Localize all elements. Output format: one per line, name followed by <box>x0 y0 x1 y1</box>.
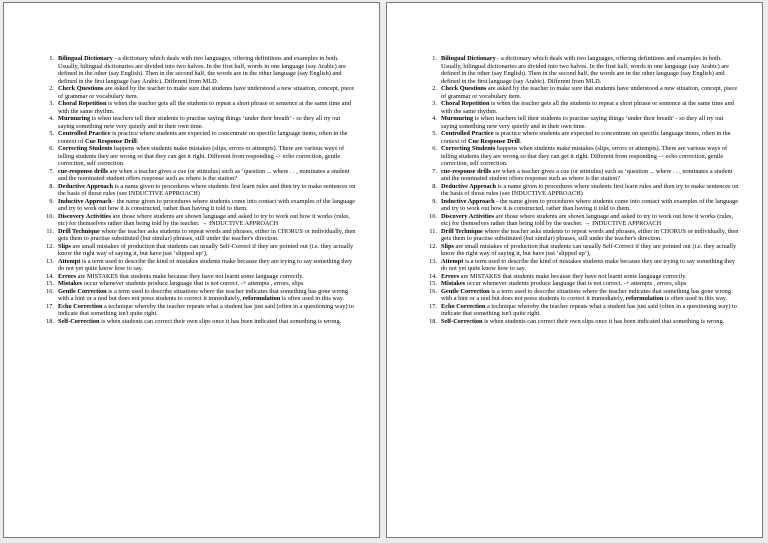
glossary-definition: are those where students are shown language and asked to try to work out how it works (rules, etc) for themselves rather than being told by the teacher. → INDUCTIVE APPROACH <box>441 212 734 227</box>
glossary-definition: is when students can correct their own slips once it has been indicated that something is wrong. <box>482 317 725 325</box>
item-number: 10. <box>46 212 54 220</box>
glossary-term: Drill Technique <box>58 227 100 235</box>
glossary-definition: where the teacher asks students to repeat words and phrases, either in CHORUS or individually, then gets them to practise substituted (but similar) phrases, still under the teacher's direction. <box>441 227 739 242</box>
glossary-item <box>419 303 741 318</box>
item-number: 4. <box>432 115 437 122</box>
glossary-term: Deductive Approach <box>58 182 113 190</box>
glossary-term: Attempt <box>441 257 464 265</box>
glossary-item <box>36 280 358 288</box>
document-page-right <box>386 2 763 538</box>
glossary-definition: are when a teacher gives a cue (or stimulus) such as ‘question ... where . . , nominates a student and the nominated student offers response such as where is the station? <box>441 167 733 182</box>
glossary-definition: is when teachers tell their students to practise saying things ‘under their breath’ - so they all try out saying something new very quietly and in their own time. <box>58 115 341 130</box>
glossary-item <box>36 145 358 168</box>
glossary-inline-term: reformulation <box>625 295 664 302</box>
glossary-definition: is a term used to describe the kind of mistakes students make because they are trying to say something they do not yet quite know how to say. <box>58 257 353 272</box>
page-content <box>419 55 741 325</box>
glossary-definition-end: is often used in this way. <box>280 295 345 302</box>
glossary-definition-end: . <box>519 137 522 145</box>
glossary-definition: is a name given to procedures where students first learn rules and then try to make sentences on the basis of those rules (see INDUCTIVE APPROACH) <box>58 182 356 197</box>
glossary-definition: is a term used to describe situations where the teacher indicates that something has gone wrong with a hint or a nod but does not press students to correct it immediately, <box>58 287 348 302</box>
item-number: 9. <box>432 197 437 205</box>
glossary-definition: where the teacher asks students to repeat words and phrases, either in CHORUS or individually, then gets them to practise substituted (but similar) phrases, still under the teacher's direction. <box>58 227 356 242</box>
item-number: 7. <box>432 167 437 175</box>
item-number: 17. <box>429 302 437 310</box>
glossary-item <box>36 183 358 198</box>
glossary-definition-end: . <box>136 137 139 145</box>
glossary-term: Controlled Practice <box>58 130 111 137</box>
glossary-term: Bilingual Dictionary <box>58 55 113 62</box>
item-number: 5. <box>49 130 54 137</box>
item-number: 18. <box>46 317 54 325</box>
glossary-definition: are small mistakes of production that students can usually Self-Correct if they are pointed out (i.e. they actually know the right way of saying it, but have just ‘slipped up’), <box>58 242 354 257</box>
glossary-definition: are MISTAKES that students make because they have not learnt some language correctly. <box>76 272 304 280</box>
glossary-term: Check Questions <box>441 85 487 92</box>
item-number: 2. <box>432 85 437 92</box>
glossary-term: Errors <box>441 272 460 280</box>
glossary-item <box>36 288 358 303</box>
item-number: 2. <box>49 85 54 92</box>
glossary-definition: - a dictionary which deals with two languages, offering definitions and examples in both. Usually, bilingual dictionaries are divided into two halves. In the first half, words in one language (say Arabic) are defined in the other (say English). Then in the second half, the words are in the other language (say English) and defined in the first language (say Arabic). Different from MLD. <box>441 55 729 85</box>
glossary-item <box>419 100 741 115</box>
glossary-term: Inductive Approach <box>58 197 112 205</box>
glossary-item <box>36 130 358 145</box>
glossary-term: Slips <box>441 242 454 250</box>
glossary-item <box>36 213 358 228</box>
item-number: 7. <box>49 167 54 175</box>
item-number: 13. <box>46 257 54 265</box>
glossary-term: Gentle Correction <box>441 287 490 295</box>
glossary-term: Correcting Students <box>58 145 113 152</box>
glossary-item <box>419 273 741 281</box>
glossary-definition: are those where students are shown language and asked to try to work out how it works (rules, etc) for themselves rather than being told by the teacher. → INDUCTIVE APPROACH <box>58 212 351 227</box>
item-number: 3. <box>432 100 437 107</box>
glossary-definition: is a term used to describe the kind of mistakes students make because they are trying to say something they do not yet quite know how to say. <box>441 257 736 272</box>
glossary-definition: happens when students make mistakes (slips, errors or attempts). There are various ways of telling students they are wrong so that they can get it right. Different from responding -> echo correction, gentle correction, self correction. <box>58 145 345 167</box>
glossary-item <box>36 258 358 273</box>
item-number: 15. <box>46 280 54 287</box>
glossary-term: cue-response drills <box>58 167 109 175</box>
glossary-item <box>419 258 741 273</box>
item-number: 11. <box>46 227 54 235</box>
glossary-definition: is practice where students are expected to concentrate on specific language items, often in the context of <box>58 130 348 145</box>
item-number: 6. <box>49 145 54 152</box>
item-number: 1. <box>432 55 437 62</box>
glossary-term: Discovery Activities <box>441 212 494 220</box>
item-number: 12. <box>429 242 437 250</box>
glossary-definition: happens when students make mistakes (slips, errors or attempts). There are various ways of telling students they are wrong so that they can get it right. Different from responding -> echo correction, gentle correction, self correction. <box>441 145 728 167</box>
glossary-term: Errors <box>58 272 77 280</box>
glossary-term: cue-response drills <box>441 167 492 175</box>
glossary-item <box>36 168 358 183</box>
glossary-definition: - the name given to procedures where students come into contact with examples of the language and try to work out how it is constructed, rather than having it told to them. <box>58 197 356 212</box>
glossary-item <box>419 213 741 228</box>
glossary-term: Choral Repetition <box>58 100 107 107</box>
item-number: 9. <box>49 197 54 205</box>
glossary-term: Self-Correction <box>441 317 483 325</box>
glossary-list <box>419 55 741 325</box>
glossary-term: Murmuring <box>58 115 91 122</box>
glossary-term: Slips <box>58 242 71 250</box>
glossary-term: Drill Technique <box>441 227 483 235</box>
document-page-left <box>3 2 380 538</box>
glossary-item <box>419 243 741 258</box>
glossary-definition: are asked by the teacher to make sure that students have understood a new situation, concept, piece of grammar or vocabulary item. <box>58 85 355 100</box>
glossary-definition: a technique whereby the teacher repeats what a student has just said (often in a questioning way) to indicate that something isn't quite right. <box>441 302 737 317</box>
glossary-item <box>36 273 358 281</box>
glossary-term: Correcting Students <box>441 145 496 152</box>
item-number: 3. <box>49 100 54 107</box>
glossary-term: Controlled Practice <box>441 130 494 137</box>
item-number: 8. <box>432 182 437 190</box>
glossary-item <box>36 243 358 258</box>
item-number: 11. <box>429 227 437 235</box>
glossary-inline-term: Cue Response Drill <box>467 137 520 145</box>
item-number: 6. <box>432 145 437 152</box>
item-number: 14. <box>46 272 54 280</box>
item-number: 16. <box>429 287 437 295</box>
glossary-item <box>36 303 358 318</box>
glossary-definition: is a name given to procedures where students first learn rules and then try to make sentences on the basis of those rules (see INDUCTIVE APPROACH) <box>441 182 739 197</box>
glossary-item <box>36 85 358 100</box>
glossary-definition-end: is often used in this way. <box>663 295 728 302</box>
item-number: 14. <box>429 272 437 280</box>
glossary-definition: are MISTAKES that students make because they have not learnt some language correctly. <box>459 272 687 280</box>
glossary-item <box>419 228 741 243</box>
glossary-item <box>36 198 358 213</box>
glossary-item <box>36 115 358 130</box>
glossary-definition: is when students can correct their own slips once it has been indicated that something is wrong. <box>99 317 342 325</box>
glossary-item <box>419 85 741 100</box>
glossary-definition: are asked by the teacher to make sure that students have understood a new situation, concept, piece of grammar or vocabulary item. <box>441 85 738 100</box>
glossary-term: Check Questions <box>58 85 104 92</box>
item-number: 17. <box>46 302 54 310</box>
glossary-term: Echo Correction <box>58 302 103 310</box>
item-number: 1. <box>49 55 54 62</box>
glossary-definition: is when the teacher gets all the students to repeat a short phrase or sentence at the same time and with the same rhythm. <box>58 100 351 115</box>
glossary-inline-term: Cue Response Drill <box>84 137 137 145</box>
glossary-definition: is when the teacher gets all the students to repeat a short phrase or sentence at the same time and with the same rhythm. <box>441 100 734 115</box>
page-content <box>36 55 358 325</box>
glossary-item <box>419 198 741 213</box>
glossary-definition: are small mistakes of production that students can usually Self-Correct if they are pointed out (i.e. they actually know the right way of saying it, but have just ‘slipped up’), <box>441 242 737 257</box>
glossary-definition: is when teachers tell their students to practise saying things ‘under their breath’ - so they all try out saying something new very quietly and in their own time. <box>441 115 724 130</box>
item-number: 8. <box>49 182 54 190</box>
glossary-item <box>36 318 358 326</box>
glossary-term: Echo Correction <box>441 302 486 310</box>
glossary-item <box>419 115 741 130</box>
item-number: 12. <box>46 242 54 250</box>
glossary-term: Murmuring <box>441 115 474 122</box>
item-number: 10. <box>429 212 437 220</box>
glossary-item <box>36 55 358 85</box>
glossary-definition: a technique whereby the teacher repeats what a student has just said (often in a questioning way) to indicate that something isn't quite right. <box>58 302 354 317</box>
glossary-definition: occur whenever students produce language that is not correct. -+ attempts , errors, slips <box>465 280 687 287</box>
glossary-term: Mistakes <box>58 280 83 287</box>
glossary-inline-term: reformulation <box>242 295 281 302</box>
glossary-definition: occur whenever students produce language that is not correct. -+ attempts , errors, slips <box>82 280 304 287</box>
glossary-term: Inductive Approach <box>441 197 495 205</box>
glossary-term: Attempt <box>58 257 81 265</box>
glossary-definition: is a term used to describe situations where the teacher indicates that something has gone wrong with a hint or a nod but does not press students to correct it immediately, <box>441 287 731 302</box>
glossary-term: Deductive Approach <box>441 182 496 190</box>
glossary-item <box>419 145 741 168</box>
glossary-item <box>419 318 741 326</box>
item-number: 16. <box>46 287 54 295</box>
glossary-term: Bilingual Dictionary <box>441 55 496 62</box>
glossary-item <box>419 130 741 145</box>
item-number: 15. <box>429 280 437 287</box>
glossary-definition: - a dictionary which deals with two languages, offering definitions and examples in both. Usually, bilingual dictionaries are divided into two halves. In the first half, words in one language (say Arabic) are defined in the other (say English). Then in the second half, the words are in the other language (say English) and defined in the first language (say Arabic). Different from MLD. <box>58 55 346 85</box>
glossary-item <box>419 183 741 198</box>
glossary-item <box>36 100 358 115</box>
item-number: 18. <box>429 317 437 325</box>
glossary-item <box>36 228 358 243</box>
glossary-definition: are when a teacher gives a cue (or stimulus) such as ‘question ... where . . , nominates a student and the nominated student offers response such as where is the station? <box>58 167 350 182</box>
item-number: 13. <box>429 257 437 265</box>
glossary-term: Mistakes <box>441 280 466 287</box>
item-number: 4. <box>49 115 54 122</box>
glossary-item <box>419 288 741 303</box>
glossary-term: Choral Repetition <box>441 100 490 107</box>
glossary-definition: is practice where students are expected to concentrate on specific language items, often in the context of <box>441 130 731 145</box>
item-number: 5. <box>432 130 437 137</box>
glossary-list <box>36 55 358 325</box>
glossary-item <box>419 168 741 183</box>
glossary-item <box>419 55 741 85</box>
glossary-term: Discovery Activities <box>58 212 111 220</box>
glossary-term: Self-Correction <box>58 317 100 325</box>
glossary-item <box>419 280 741 288</box>
glossary-term: Gentle Correction <box>58 287 107 295</box>
glossary-definition: - the name given to procedures where students come into contact with examples of the language and try to work out how it is constructed, rather than having it told to them. <box>441 197 739 212</box>
